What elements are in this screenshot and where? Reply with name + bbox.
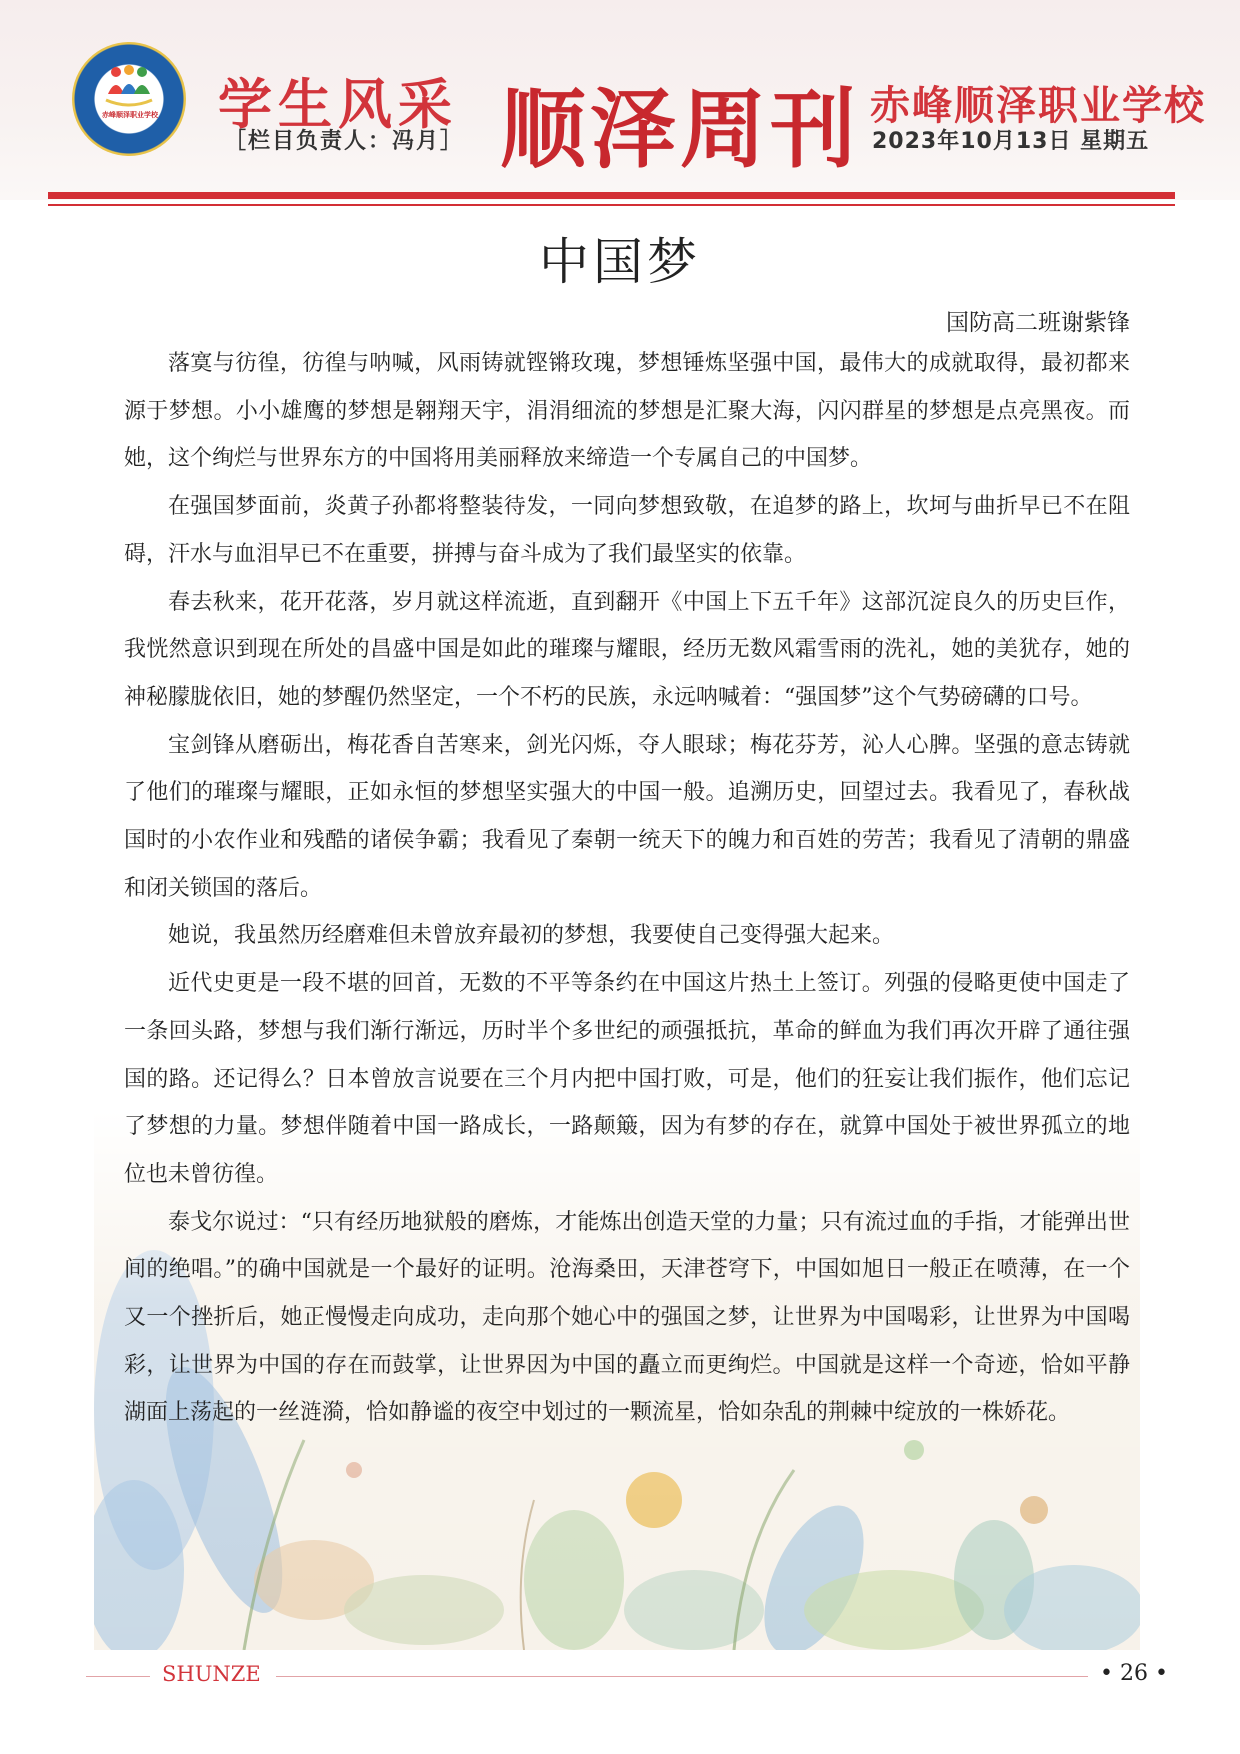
paragraph: 她说，我虽然历经磨难但未曾放弃最初的梦想，我要使自己变得强大起来。 bbox=[168, 923, 895, 949]
paragraph: 泰戈尔说过：“只有经历地狱般的磨炼，才能炼出创造天堂的力量；只有流过血的手指，才能弹出世间的绝唱。”的确中国就是一个最好的证明。沧海桑田，天津苍穹下，中国如旭日一般正在喷薄，在一个又一个挫折后，她正慢慢走向成功，走向那个她心中的强国之梦，让世界为中国喝彩，让世界为中国喝彩，让世界为中国的存在而鼓掌，让世界因为中国的矗立而更绚烂。中国就是这样一个奇迹，恰如平静湖面上荡起的一丝涟漪，恰如静谧的夜空中划过的一颗流星，恰如杂乱的荆棘中绽放的一株娇花。 bbox=[124, 1209, 1130, 1426]
footer-rule-left bbox=[86, 1676, 150, 1677]
people-figures-icon bbox=[102, 64, 156, 108]
footer-rule-right bbox=[276, 1676, 1088, 1677]
logo-text: 赤峰顺泽职业学校 bbox=[102, 111, 158, 119]
column-editor: ［栏目负责人：冯月］ bbox=[224, 129, 465, 154]
paragraph: 春去秋来，花开花落，岁月就这样流逝，直到翻开《中国上下五千年》这部沉淀良久的历史巨作，我恍然意识到现在所处的昌盛中国是如此的璀璨与耀眼，经历无数风霜雪雨的洗礼，她的美犹存，她的神秘朦胧依旧，她的梦醒仍然坚定，一个不朽的民族，永远呐喊着：“强国梦”这个气势磅礴的口号。 bbox=[124, 589, 1130, 710]
footer-brand: SHUNZE bbox=[162, 1662, 261, 1686]
paragraph: 落寞与彷徨，彷徨与呐喊，风雨铸就铿锵玫瑰，梦想锤炼坚强中国，最伟大的成就取得，最初都来源于梦想。小小雄鹰的梦想是翱翔天宇，涓涓细流的梦想是汇聚大海，闪闪群星的梦想是点亮黑夜。而她，这个绚烂与世界东方的中国将用美丽释放来缔造一个专属自己的中国梦。 bbox=[124, 351, 1130, 472]
publication-name: 顺泽周刊 bbox=[500, 79, 860, 180]
column-name: 学生风采 bbox=[218, 73, 458, 136]
paragraph: 在强国梦面前，炎黄子孙都将整装待发，一同向梦想致敬，在追梦的路上，坎坷与曲折早已不在阻碍，汗水与血泪早已不在重要，拼搏与奋斗成为了我们最坚实的依靠。 bbox=[124, 494, 1130, 567]
school-logo bbox=[72, 42, 186, 156]
header-rule-thin bbox=[48, 204, 1175, 206]
header-rule-thick bbox=[48, 192, 1175, 199]
school-name: 赤峰顺泽职业学校 bbox=[870, 83, 1206, 129]
article-author: 国防高二班谢紫锋 bbox=[946, 310, 1130, 336]
paragraph: 近代史更是一段不堪的回首，无数的不平等条约在中国这片热土上签订。列强的侵略更使中国走了一条回头路，梦想与我们渐行渐远，历时半个多世纪的顽强抵抗，革命的鲜血为我们再次开辟了通往强国的路。还记得么？日本曾放言说要在三个月内把中国打败，可是，他们的狂妄让我们振作，他们忘记了梦想的力量。梦想伴随着中国一路成长，一路颠簸，因为有梦的存在，就算中国处于被世界孤立的地位也未曾彷徨。 bbox=[124, 971, 1130, 1187]
paragraph: 宝剑锋从磨砺出，梅花香自苦寒来，剑光闪烁，夺人眼球；梅花芬芳，沁人心脾。坚强的意志铸就了他们的璀璨与耀眼，正如永恒的梦想坚实强大的中国一般。追溯历史，回望过去。我看见了，春秋战国时的小农作业和残酷的诸侯争霸；我看见了秦朝一统天下的魄力和百姓的劳苦；我看见了清朝的鼎盛和闭关锁国的落后。 bbox=[124, 732, 1130, 901]
article-title: 中国梦 bbox=[539, 233, 701, 291]
article-body bbox=[124, 340, 1130, 1437]
page-number: • 26 • bbox=[1100, 1661, 1168, 1686]
issue-date: 2023年10月13日 星期五 bbox=[872, 129, 1150, 154]
